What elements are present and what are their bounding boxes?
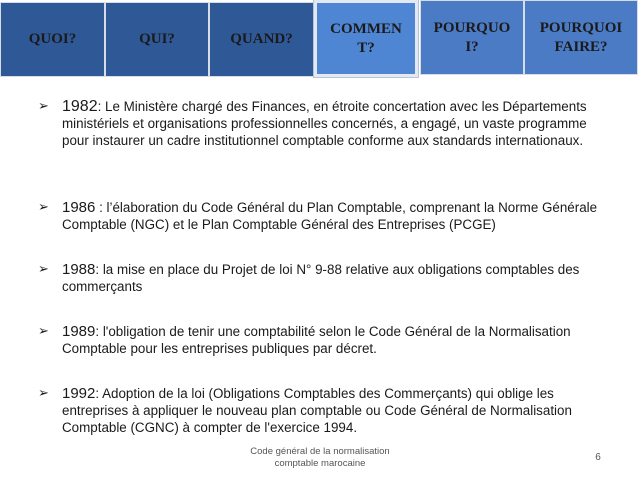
timeline-year: 1992 bbox=[62, 385, 96, 402]
tab-label: POURQUO bbox=[433, 19, 511, 36]
tab-label: FAIRE? bbox=[554, 38, 608, 55]
arrow-bullet-icon: ➢ bbox=[38, 261, 49, 276]
timeline-text bbox=[40, 385, 615, 436]
arrow-bullet-icon: ➢ bbox=[38, 323, 49, 338]
timeline-text bbox=[40, 323, 615, 357]
tab-quand[interactable] bbox=[209, 2, 314, 77]
tab-qui[interactable] bbox=[105, 2, 209, 77]
page-number: 6 bbox=[595, 452, 601, 463]
arrow-bullet-icon: ➢ bbox=[38, 199, 49, 214]
timeline-item-1989 bbox=[40, 323, 615, 357]
timeline-year: 1988 bbox=[62, 261, 96, 278]
timeline-item-1988 bbox=[40, 261, 615, 295]
timeline-text bbox=[40, 98, 615, 149]
tab-label: I? bbox=[465, 38, 479, 55]
arrow-bullet-icon: ➢ bbox=[38, 98, 49, 113]
timeline-year: 1989 bbox=[62, 323, 96, 340]
timeline-item-1986 bbox=[40, 199, 615, 233]
timeline-description: : la mise en place du Projet de loi N° 9-88 relative aux obligations comptables des commerçants bbox=[62, 262, 580, 294]
tab-label: QUI? bbox=[139, 31, 175, 47]
tab-label: QUAND? bbox=[230, 31, 293, 47]
timeline-item-1982 bbox=[40, 98, 615, 149]
timeline-year: 1986 bbox=[62, 199, 96, 216]
arrow-bullet-icon: ➢ bbox=[38, 385, 49, 400]
timeline-description: : Le Ministère chargé des Finances, en étroite concertation avec les Départements ministériels et organisations professionnelles concernés, a engagé, un vaste programme pour instaurer un cadre institutionnel comptable conforme aux standards internationaux. bbox=[62, 99, 587, 148]
timeline-text bbox=[40, 261, 615, 295]
tab-comment[interactable] bbox=[314, 0, 418, 77]
timeline-description: : l'obligation de tenir une comptabilité selon le Code Général de la Normalisation Comptable pour les entreprises publiques par décret. bbox=[62, 324, 571, 356]
tab-quoi[interactable] bbox=[0, 2, 105, 77]
tab-bar bbox=[0, 0, 638, 77]
tab-label: COMMEN bbox=[330, 20, 402, 37]
timeline-year: 1982 bbox=[62, 98, 98, 115]
timeline-item-1992 bbox=[40, 385, 615, 436]
tab-label: T? bbox=[357, 39, 375, 56]
footer-line: Code général de la normalisation bbox=[250, 446, 390, 457]
slide-footer bbox=[240, 446, 400, 470]
timeline-text bbox=[40, 199, 615, 233]
tab-pourquoi-faire[interactable] bbox=[524, 0, 638, 75]
timeline-description: : l’élaboration du Code Général du Plan Comptable, comprenant la Norme Générale Comptable (NGC) et le Plan Comptable Général des Entreprises (PCGE) bbox=[62, 200, 598, 232]
tab-pourquoi[interactable] bbox=[420, 0, 524, 75]
footer-line: comptable marocaine bbox=[274, 458, 366, 469]
tab-label: POURQUOI bbox=[539, 19, 623, 36]
tab-label: QUOI? bbox=[28, 31, 77, 47]
timeline-description: : Adoption de la loi (Obligations Comptables des Commerçants) qui oblige les entreprises à appliquer le nouveau plan comptable ou Code Général de Normalisation Comptable (CGNC) à compter de l'exercice 1994. bbox=[62, 386, 572, 435]
